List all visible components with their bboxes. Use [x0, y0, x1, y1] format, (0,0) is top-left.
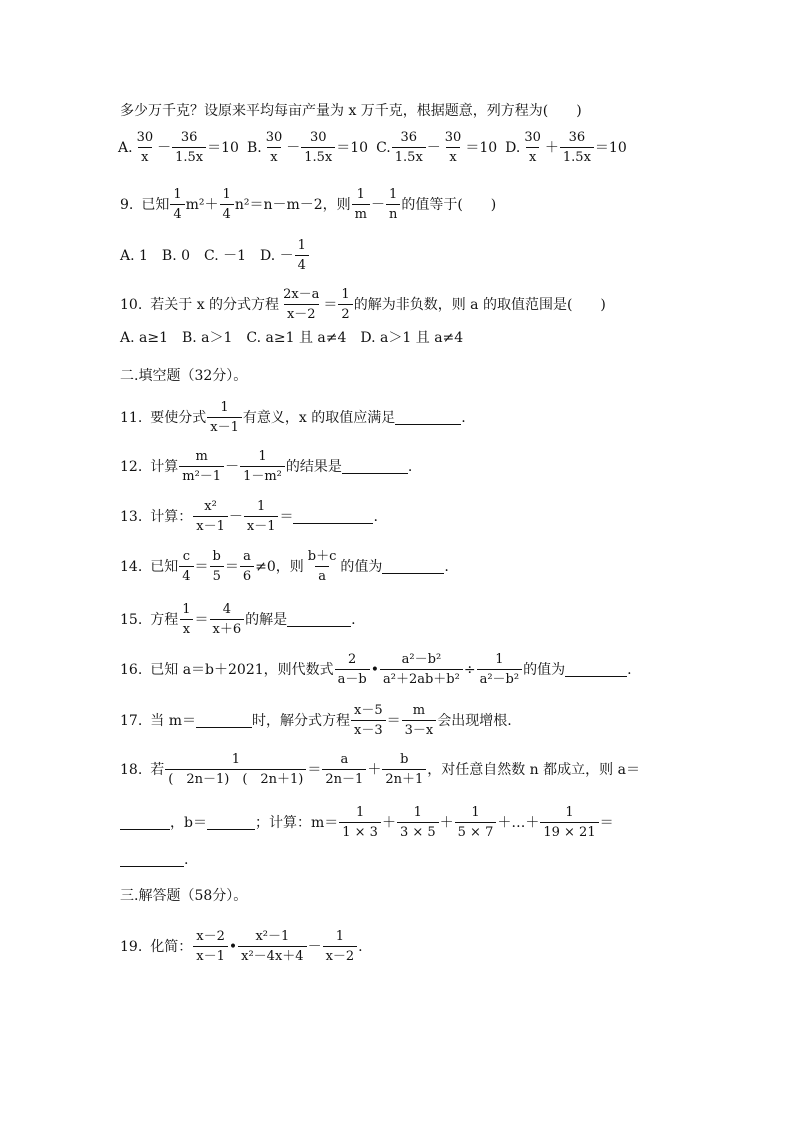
- q15-question: 15. 方程 1 x ＝ 4 x＋6 的解是 .: [120, 602, 356, 637]
- q18-line3: .: [120, 852, 188, 867]
- fraction: 1 ( 2n－1) ( 2n＋1): [165, 752, 306, 787]
- fraction: x－5 x－3: [351, 703, 386, 738]
- fraction: m 3－x: [402, 703, 437, 738]
- answer-blank[interactable]: [120, 852, 184, 867]
- question-number: 11.: [120, 409, 143, 426]
- q9-options: A. 1 B. 0 C. －1 D. － 1 4: [120, 238, 310, 273]
- fraction: 30 x: [524, 130, 541, 165]
- q11-question: 11. 要使分式 1 x－1 有意义，x 的取值应满足 .: [120, 400, 466, 435]
- fraction: b 5: [210, 549, 224, 584]
- fraction: 30 1.5x: [301, 130, 335, 165]
- fraction: 1 x－2: [323, 929, 358, 964]
- q10-question: 10. 若关于 x 的分式方程 2x－a x－2 ＝ 1 2 的解为非负数，则 a 的取值范围是( ): [120, 287, 606, 322]
- fraction: 1 19 × 21: [540, 805, 598, 840]
- fraction: c 4: [179, 549, 193, 584]
- q16-question: 16. 已知 a＝b＋2021，则代数式 2 a－b • $\frac{\text{a²－b²}}{\text{a²＋2ab＋b²}}$ ÷ $\frac{1}{\text{a²－b²}}$ 的值为 .: [120, 652, 632, 687]
- q8-option-c-label: C.: [376, 139, 391, 156]
- answer-blank[interactable]: [196, 713, 252, 728]
- fraction: m m²－1: [179, 449, 224, 484]
- fraction: 1 x－1: [207, 400, 242, 435]
- fraction: 30 x: [265, 130, 283, 165]
- fraction: 36 1.5x: [172, 130, 206, 165]
- fraction: $\frac{1}{\text{a²－b²}}$: [477, 652, 523, 687]
- q8-option-b-label: B.: [246, 139, 262, 156]
- q8-options: A. 30 x － 36 1.5x ＝10 B. 30 x － 30 1.5x ＝10 C. 36 1.5x － 30 x ＝10 D. 30 x ＋ 36 1.5x ＝10: [118, 130, 627, 165]
- q19-question: 19. 化简： x－2 x－1 • x²－1 x²－4x＋4 － 1 x－2 .: [120, 929, 363, 964]
- question-number: 18.: [120, 761, 143, 778]
- q8-stem: [120, 104, 582, 118]
- fraction: 1 1－m²: [240, 449, 285, 484]
- q18-question: 18. 若 1 ( 2n－1) ( 2n＋1) ＝ a 2n－1 ＋ b 2n＋1 ，对任意自然数 n 都成立，则 a＝: [120, 752, 640, 787]
- fraction: 1 n: [386, 187, 400, 222]
- fraction: x² x－1: [193, 499, 228, 534]
- fraction: 1 x－1: [244, 499, 279, 534]
- answer-blank[interactable]: [287, 612, 351, 627]
- fraction: x²－1 x²－4x＋4: [238, 929, 306, 964]
- question-number: 15.: [120, 611, 143, 628]
- fraction: 1 4: [295, 238, 309, 273]
- question-number: 10.: [120, 296, 143, 313]
- fraction: 36 1.5x: [560, 130, 594, 165]
- q8-option-d-label: D.: [505, 139, 521, 156]
- fraction: 1 m: [352, 187, 370, 222]
- answer-blank[interactable]: [207, 815, 255, 830]
- fraction: 1 x: [179, 602, 193, 637]
- q8-stem-text: 多少万千克？设原来平均每亩产量为 x 万千克，根据题意，列方程为( ): [120, 103, 582, 119]
- answer-blank[interactable]: [395, 410, 461, 425]
- fraction: 2 a－b: [335, 652, 370, 687]
- section-title: 三.解答题（58分）。: [120, 888, 248, 904]
- fraction: b＋c a: [307, 549, 337, 584]
- answer-blank[interactable]: [382, 559, 444, 574]
- answer-blank[interactable]: [293, 509, 373, 524]
- fraction: 30 x: [136, 130, 154, 165]
- fraction: 36 1.5x: [392, 130, 426, 165]
- fraction: 1 5 × 7: [455, 805, 497, 840]
- answer-blank[interactable]: [342, 459, 408, 474]
- fraction: 30 x: [444, 130, 462, 165]
- question-number: 12.: [120, 458, 143, 475]
- fraction: $\frac{\text{a²－b²}}{\text{a²＋2ab＋b²}}$: [380, 652, 463, 687]
- fraction: a 2n－1: [322, 752, 366, 787]
- q13-question: 13. 计算： x² x－1 － 1 x－1 ＝ .: [120, 499, 378, 534]
- q12-question: 12. 计算 m m²－1 － 1 1－m² 的结果是 .: [120, 449, 413, 484]
- answer-blank[interactable]: [120, 815, 170, 830]
- q18-line2: ，b＝ ；计算：m＝ 1 1 × 3 ＋ 1 3 × 5 ＋ 1 5 × 7 ＋…＋ 1 19 × 21 ＝: [120, 805, 614, 840]
- fraction: 1 3 × 5: [397, 805, 439, 840]
- fraction: x－2 x－1: [193, 929, 228, 964]
- q14-question: 14. 已知 c 4 ＝ b 5 ＝ a 6 ≠0，则 b＋c a 的值为 .: [120, 549, 449, 584]
- question-number: 17.: [120, 712, 143, 729]
- q8-option-a-label: A.: [118, 139, 133, 156]
- fraction: 1 4: [220, 187, 234, 222]
- question-number: 16.: [120, 661, 143, 678]
- question-number: 13.: [120, 508, 143, 525]
- section-title: 二.填空题（32分）。: [120, 368, 248, 384]
- fraction: 1 2: [338, 287, 352, 322]
- question-number: 19.: [120, 938, 143, 955]
- q9-question: 9. 已知 1 4 m²＋ 1 4 n²＝n－m－2，则 1 m － 1 n 的值等于( ): [120, 187, 497, 222]
- fraction: 4 x＋6: [210, 602, 245, 637]
- question-number: 14.: [120, 558, 143, 575]
- fraction: 1 4: [170, 187, 184, 222]
- fraction: a 6: [240, 549, 254, 584]
- fraction: 1 1 × 3: [339, 805, 381, 840]
- answer-blank[interactable]: [565, 662, 627, 677]
- fraction: 2x－a x－2: [283, 287, 320, 322]
- question-number: 9.: [120, 196, 134, 213]
- q17-question: 17. 当 m＝ 时，解分式方程 x－5 x－3 ＝ m 3－x 会出现增根.: [120, 703, 512, 738]
- q10-options: A. a≥1 B. a＞1 C. a≥1 且 a≠4 D. a＞1 且 a≠4: [120, 330, 464, 346]
- fraction: b 2n＋1: [382, 752, 426, 787]
